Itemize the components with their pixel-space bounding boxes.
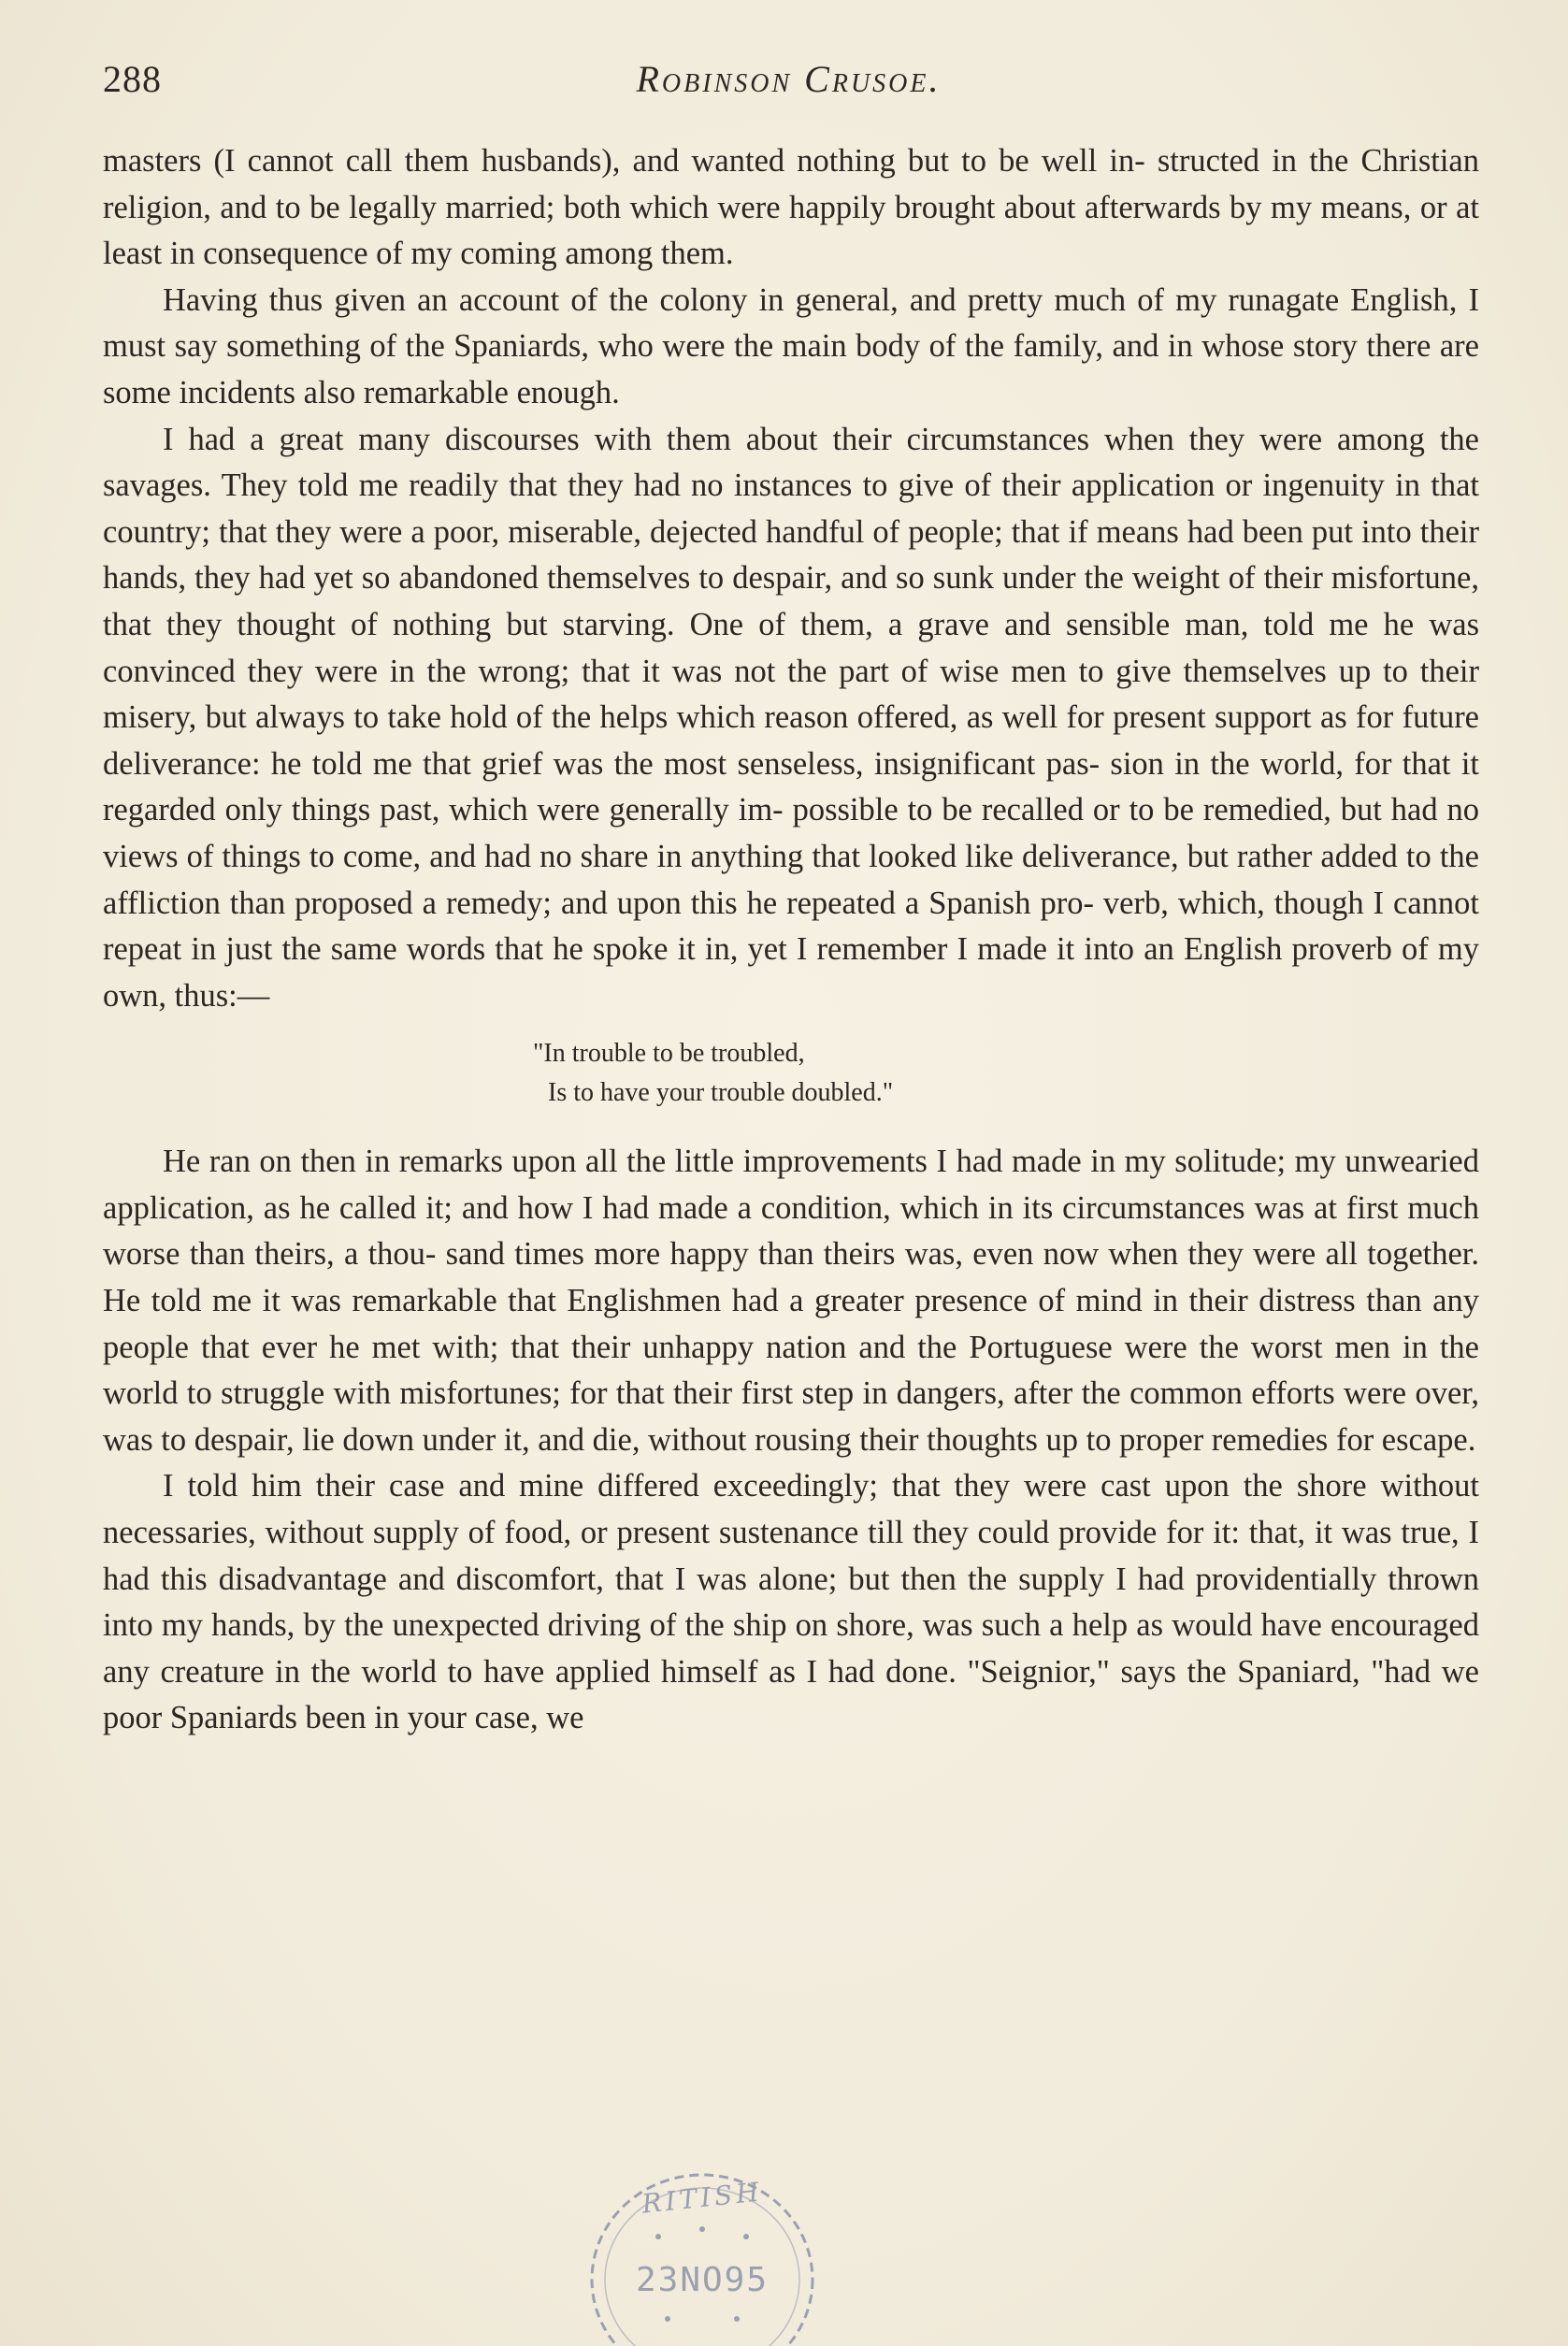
page-number: 288: [103, 58, 162, 100]
paragraph-4: He ran on then in remarks upon all the little improvements I had made in my solitude; my unwearied application, as he called it; and how I had made a condition, which in its circumstances was at first much worse than theirs, a thou- sand times more happy than theirs was, even now when they were all together. He told me it was remarkable that Englishmen had a greater presence of mind in their distress than any people that ever he met with; that their unhappy nation and the Portuguese were the worst men in the world to struggle with misfortunes; for that their first step in dangers, after the common efforts were over, was to despair, lie down under it, and die, without rousing their thoughts up to proper remedies for escape.: [103, 1144, 1479, 1458]
verse-line-1: "In trouble to be troubled,: [533, 1039, 805, 1069]
stamp-date: 23NO95: [635, 2261, 770, 2299]
paragraph-1: masters (I cannot call them husbands), and wanted nothing but to be well in- structed in the Christian religion, and to be legally married; both which were happily brought about afterwards by my means, or at least in consequence of my coming among them.: [103, 143, 1479, 272]
paragraph-5: I told him their case and mine differed exceedingly; that they were cast upon the shore without necessaries, without supply of food, or present sustenance till they could provide for it: that, it was true, I had this disadvantage and discomfort, that I was alone; but then the supply I had providentially thrown into my hands, by the unexpected driving of the ship on shore, was such a help as would have encouraged any creature in the world to have applied himself as I had done. "Seignior," says the Spaniard, "had we poor Spaniards been in your case, we: [103, 1468, 1479, 1736]
book-title: Robinson Crusoe.: [636, 58, 942, 100]
proverb-verse: [103, 1034, 1479, 1113]
paragraph-3: I had a great many discourses with them about their circumstances when they were among the savages. They told me readily that they had no instances to give of their application or ingenuity in that country; that they were a poor, miserable, dejected handful of people; that if means had been put into their hands, they had yet so abandoned themselves to despair, and so sunk under the weight of their misfortune, that they thought of nothing but starving. One of them, a grave and sensible man, told me he was convinced they were in the wrong; that it was not the part of wise men to give themselves up to their misery, but always to take hold of the helps which reason offered, as well for present support as for future deliverance: he told me that grief was the most senseless, insignificant pas- sion in the world, for that it regarded only things past, which were generally im- possible to be recalled or to be remedied, but had no views of things to come, and had no share in anything that looked like deliverance, but rather added to the affliction than proposed a remedy; and upon this he repeated a Spanish pro- verb, which, though I cannot repeat in just the same words that he spoke it in, yet I remember I made it into an English proverb of my own, thus:—: [103, 421, 1479, 1014]
stamp-top-text: RITISH: [640, 2176, 765, 2220]
running-head: [103, 51, 1474, 108]
body-text: [103, 138, 1479, 1742]
paragraph-2: Having thus given an account of the colony in general, and pretty much of my runagate English, I must say something of the Spaniards, who were the main body of the family, and in whose story there are some incidents also remarkable enough.: [103, 281, 1479, 410]
verse-line-2: Is to have your trouble doubled.": [548, 1078, 894, 1108]
library-stamp: [585, 2169, 819, 2346]
